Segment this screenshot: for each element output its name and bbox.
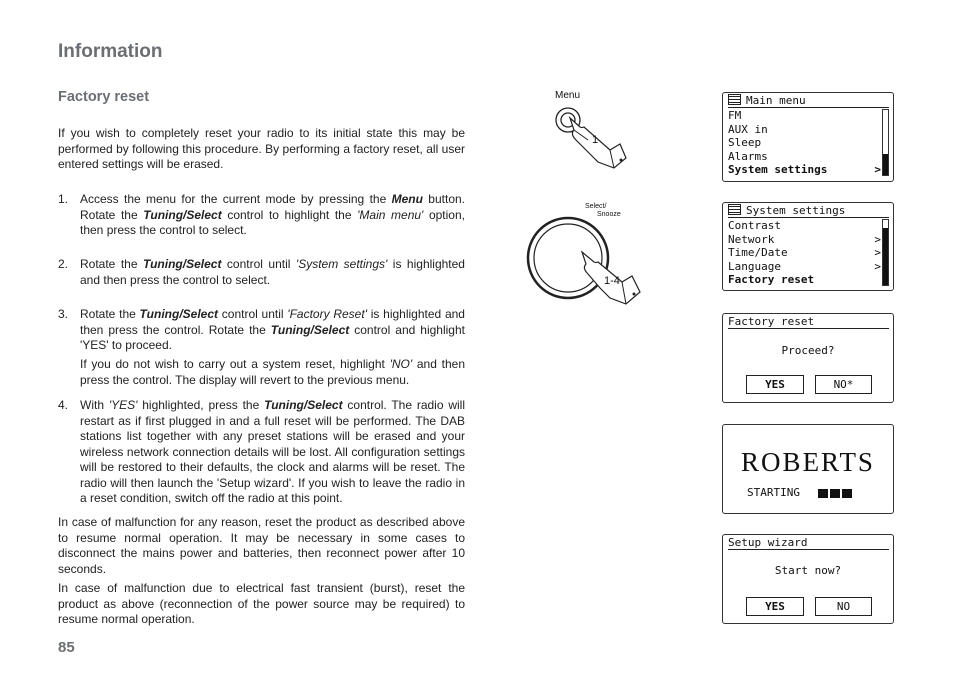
lcd-main-menu xyxy=(722,92,894,182)
step-4-text: With 'YES' highlighted, press the Tuning/Select control. The radio will restart as if first plugged in and a full reset will be performed. The DAB stations list together with any preset stations will be erased and your wireless network connection details will be lost. All configuration settings will be restored to their defaults, the clock and alarms will be reset. The radio will then launch the 'Setup wizard'. If you wish to leave the radio in a reset condition, switch off the radio at this point. xyxy=(80,398,466,505)
lcd-menu-item: AUX in xyxy=(728,122,768,136)
lcd-header: Main menu xyxy=(728,94,889,108)
chevron-right-icon: > xyxy=(874,232,881,246)
lcd-no-option: NO xyxy=(815,597,872,616)
lcd-factory-reset xyxy=(722,313,894,403)
lcd-prompt: Proceed? xyxy=(781,344,835,357)
knob-inner-ring xyxy=(534,224,602,292)
lcd-menu-item: FM xyxy=(728,109,742,122)
step-3-note: If you do not wish to carry out a system reset, highlight 'NO' and then press the control. The display will revert to the previous menu. xyxy=(80,357,465,387)
step-2-text: Rotate the Tuning/Select control until 'System settings' is highlighted and then press the control to select. xyxy=(80,257,465,287)
step-number: 4. xyxy=(58,398,69,412)
lcd-menu-item-selected: System settings > xyxy=(728,163,881,176)
select-knob-illustration xyxy=(522,212,662,312)
lcd-header: Setup wizard xyxy=(728,536,889,550)
lcd-header: Factory reset xyxy=(728,315,889,329)
lcd-menu-item: Network > xyxy=(728,232,881,246)
page-title: Information xyxy=(58,41,163,62)
lcd-status: STARTING xyxy=(747,486,800,499)
section-title: Factory reset xyxy=(58,89,150,105)
lcd-yes-option: YES xyxy=(746,375,804,394)
step-number: 1. xyxy=(58,192,69,206)
menu-list-icon xyxy=(728,204,741,215)
menu-button-label: Menu xyxy=(555,90,581,101)
step-3-text: Rotate the Tuning/Select control until 'Factory Reset' is highlighted and then press the control. Rotate the Tuning/Select control and highlight 'YES' to proceed. xyxy=(80,307,465,352)
lcd-menu-item: Sleep xyxy=(728,136,762,149)
menu-step-label: 1 xyxy=(592,134,599,146)
lcd-menu-item: Time/Date > xyxy=(728,246,881,259)
chevron-right-icon: > xyxy=(874,259,881,273)
lcd-menu-item: Alarms xyxy=(728,149,768,163)
malfunction-paragraph-1: In case of malfunction for any reason, reset the product as described above to resume normal operation. It may be necessary in some cases to disconnect the mains power and batteries, then reconnect power after 10 seconds. xyxy=(58,515,465,576)
lcd-no-option: NO* xyxy=(815,375,872,394)
select-step-label: 1-4 xyxy=(604,275,620,287)
lcd-scrollbar xyxy=(882,219,889,286)
step-number: 2. xyxy=(58,257,69,271)
chevron-right-icon: > xyxy=(874,246,881,259)
lcd-yes-option: YES xyxy=(746,597,804,616)
lcd-menu-item: Language > xyxy=(728,259,881,273)
malfunction-paragraph-2: In case of malfunction due to electrical fast transient (burst), reset the product as above (reconnection of the power source may be required) to resume normal operation. xyxy=(58,581,465,626)
page-number: 85 xyxy=(58,639,75,656)
lcd-roberts-startup xyxy=(722,424,894,514)
chevron-right-icon: > xyxy=(874,163,881,176)
lcd-menu-item-selected: Factory reset xyxy=(728,273,815,286)
lcd-prompt: Start now? xyxy=(774,564,842,577)
lcd-scrollbar xyxy=(882,109,889,176)
intro-paragraph: If you wish to completely reset your radio to its initial state this may be performed by following this procedure. By performing a factory reset, all user entered settings will be erased. xyxy=(58,126,465,171)
menu-button-illustration xyxy=(548,100,668,175)
lcd-header: System settings xyxy=(728,204,889,218)
menu-list-icon xyxy=(728,94,741,105)
step-1-text: Access the menu for the current mode by pressing the Menu button. Rotate the Tuning/Select control to highlight the 'Main menu' option, then press the control to select. xyxy=(80,192,465,237)
select-knob-label: Select/ Snooze xyxy=(585,203,621,218)
roberts-logo: ROBERTS xyxy=(741,447,875,477)
step-number: 3. xyxy=(58,307,69,321)
lcd-system-settings xyxy=(722,202,894,291)
progress-blocks xyxy=(818,488,854,501)
lcd-menu-item: Contrast xyxy=(728,219,781,232)
lcd-setup-wizard xyxy=(722,534,894,624)
